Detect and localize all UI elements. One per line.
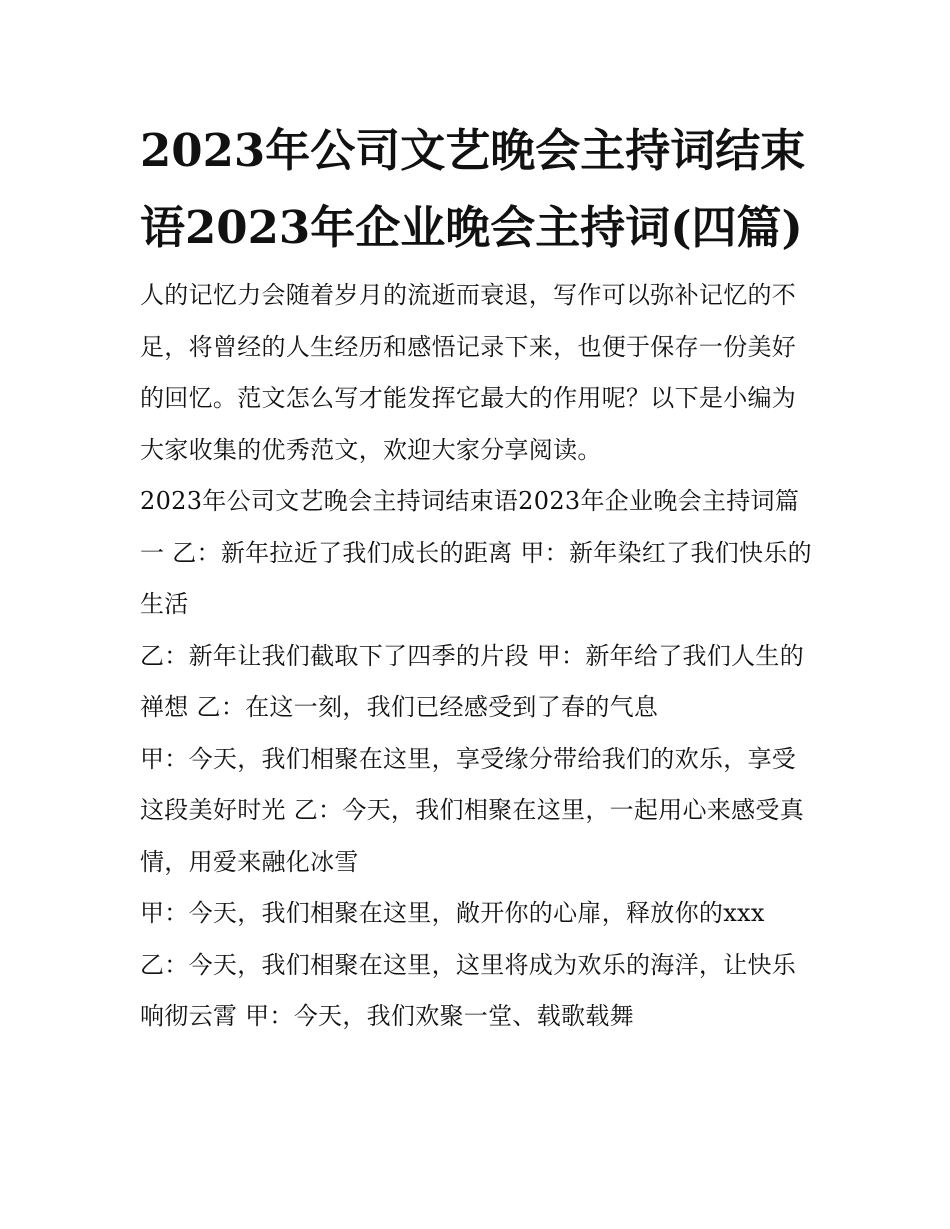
document-title: 2023年公司文艺晚会主持词结束语2023年企业晚会主持词(四篇) (140, 124, 806, 254)
intro-paragraph: 人的记忆力会随着岁月的流逝而衰退，写作可以弥补记忆的不足，将曾经的人生经历和感悟记录下来，也便于保存一份美好的回忆。范文怎么写才能发挥它最大的作用呢？以下是小编为大家收集的优秀范文，欢迎大家分享阅读。 (140, 281, 797, 464)
body-paragraph: 甲：今天，我们相聚在这里，享受缘分带给我们的欢乐，享受这段美好时光 乙：今天，我们相聚在这里，一起用心来感受真情，用爱来融化冰雪 (140, 744, 805, 876)
body-paragraph: 2023年公司文艺晚会主持词结束语2023年企业晚会主持词篇一 乙：新年拉近了我们成长的距离 甲：新年染红了我们快乐的生活 (140, 487, 812, 618)
body-paragraph: 乙：新年让我们截取下了四季的片段 甲：新年给了我们人生的禅想 乙：在这一刻，我们已经感受到了春的气息 (140, 641, 805, 721)
document-page (140, 112, 815, 1043)
body-paragraph: 乙：今天，我们相聚在这里，这里将成为欢乐的海洋，让快乐响彻云霄 甲：今天，我们欢聚一堂、载歌载舞 (140, 950, 797, 1030)
body-paragraph: 甲：今天，我们相聚在这里，敞开你的心扉，释放你的xxx (140, 899, 765, 927)
